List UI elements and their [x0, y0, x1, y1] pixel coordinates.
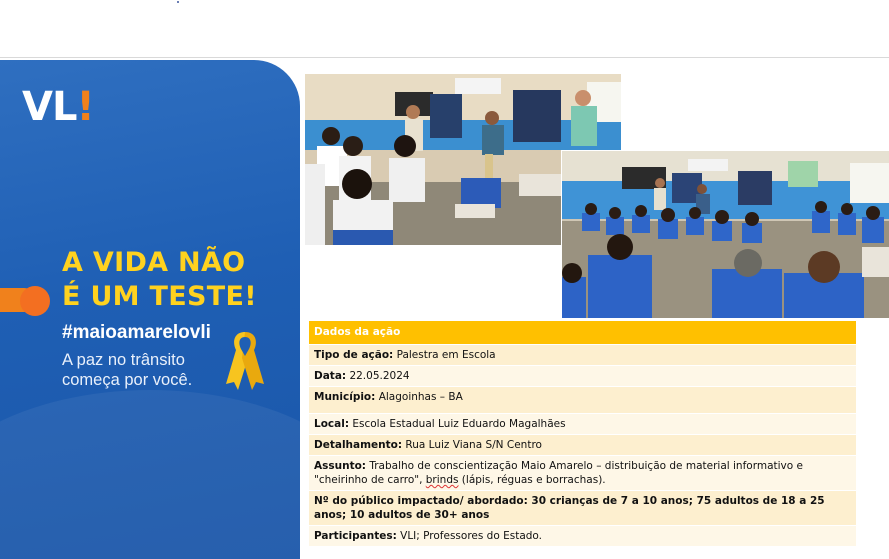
tagline-line-2: começa por você. [62, 371, 193, 389]
campaign-headline [62, 246, 257, 314]
page-divider [0, 57, 889, 58]
row-value: VLI; Professores do Estado. [396, 530, 542, 542]
row-label: Local: [314, 418, 350, 430]
classroom-students-photo [561, 150, 889, 319]
row-value: Nº do público impactado/ abordado: 30 crianças de 7 a 10 anos; 75 adultos de 18 a 25 anos; 10 adultos de 30+ anos [314, 495, 825, 521]
row-value-cont: (lápis, réguas e borrachas). [458, 474, 606, 486]
campaign-tagline [62, 350, 192, 390]
maio-amarelo-banner [0, 60, 300, 559]
table-row-assunto [309, 455, 856, 490]
spellcheck-word: brinds [425, 474, 459, 486]
table-row-tipo [309, 344, 856, 365]
row-value: Escola Estadual Luiz Eduardo Magalhães [349, 418, 566, 430]
orange-accent-dot [20, 286, 50, 316]
row-label: Participantes: [314, 530, 397, 542]
table-row-data [309, 365, 856, 386]
table-row-detalhamento [309, 434, 856, 455]
row-label: Município: [314, 391, 376, 403]
vli-logo [22, 84, 94, 130]
row-label: Detalhamento: [314, 439, 403, 451]
row-label: Assunto: [314, 460, 367, 472]
row-value: Alagoinhas – BA [375, 391, 463, 403]
action-data-table [309, 321, 856, 546]
yellow-ribbon-icon [222, 328, 268, 390]
decorative-dot [177, 1, 179, 3]
row-value: 22.05.2024 [346, 370, 410, 382]
table-row-local [309, 413, 856, 434]
row-value: Trabalho de conscientização Maio Amarelo – distribuição de material informativo e "cheirinho de carro", [314, 460, 803, 486]
headline-line-2: É UM TESTE! [62, 281, 257, 312]
table-row-municipio [309, 386, 856, 413]
row-value: Rua Luiz Viana S/N Centro [402, 439, 542, 451]
logo-text: VL [22, 84, 77, 130]
campaign-hashtag: #maioamarelovli [62, 322, 211, 343]
banner-wave-decoration [0, 390, 300, 559]
table-row-publico [309, 490, 856, 525]
row-label: Data: [314, 370, 347, 382]
tagline-line-1: A paz no trânsito [62, 351, 185, 369]
row-label: Tipo de ação: [314, 349, 394, 361]
table-header: Dados da ação [309, 321, 856, 344]
headline-line-1: A VIDA NÃO [62, 247, 246, 278]
row-value: Palestra em Escola [393, 349, 496, 361]
table-row-participantes [309, 525, 856, 546]
logo-accent: ! [76, 84, 94, 130]
